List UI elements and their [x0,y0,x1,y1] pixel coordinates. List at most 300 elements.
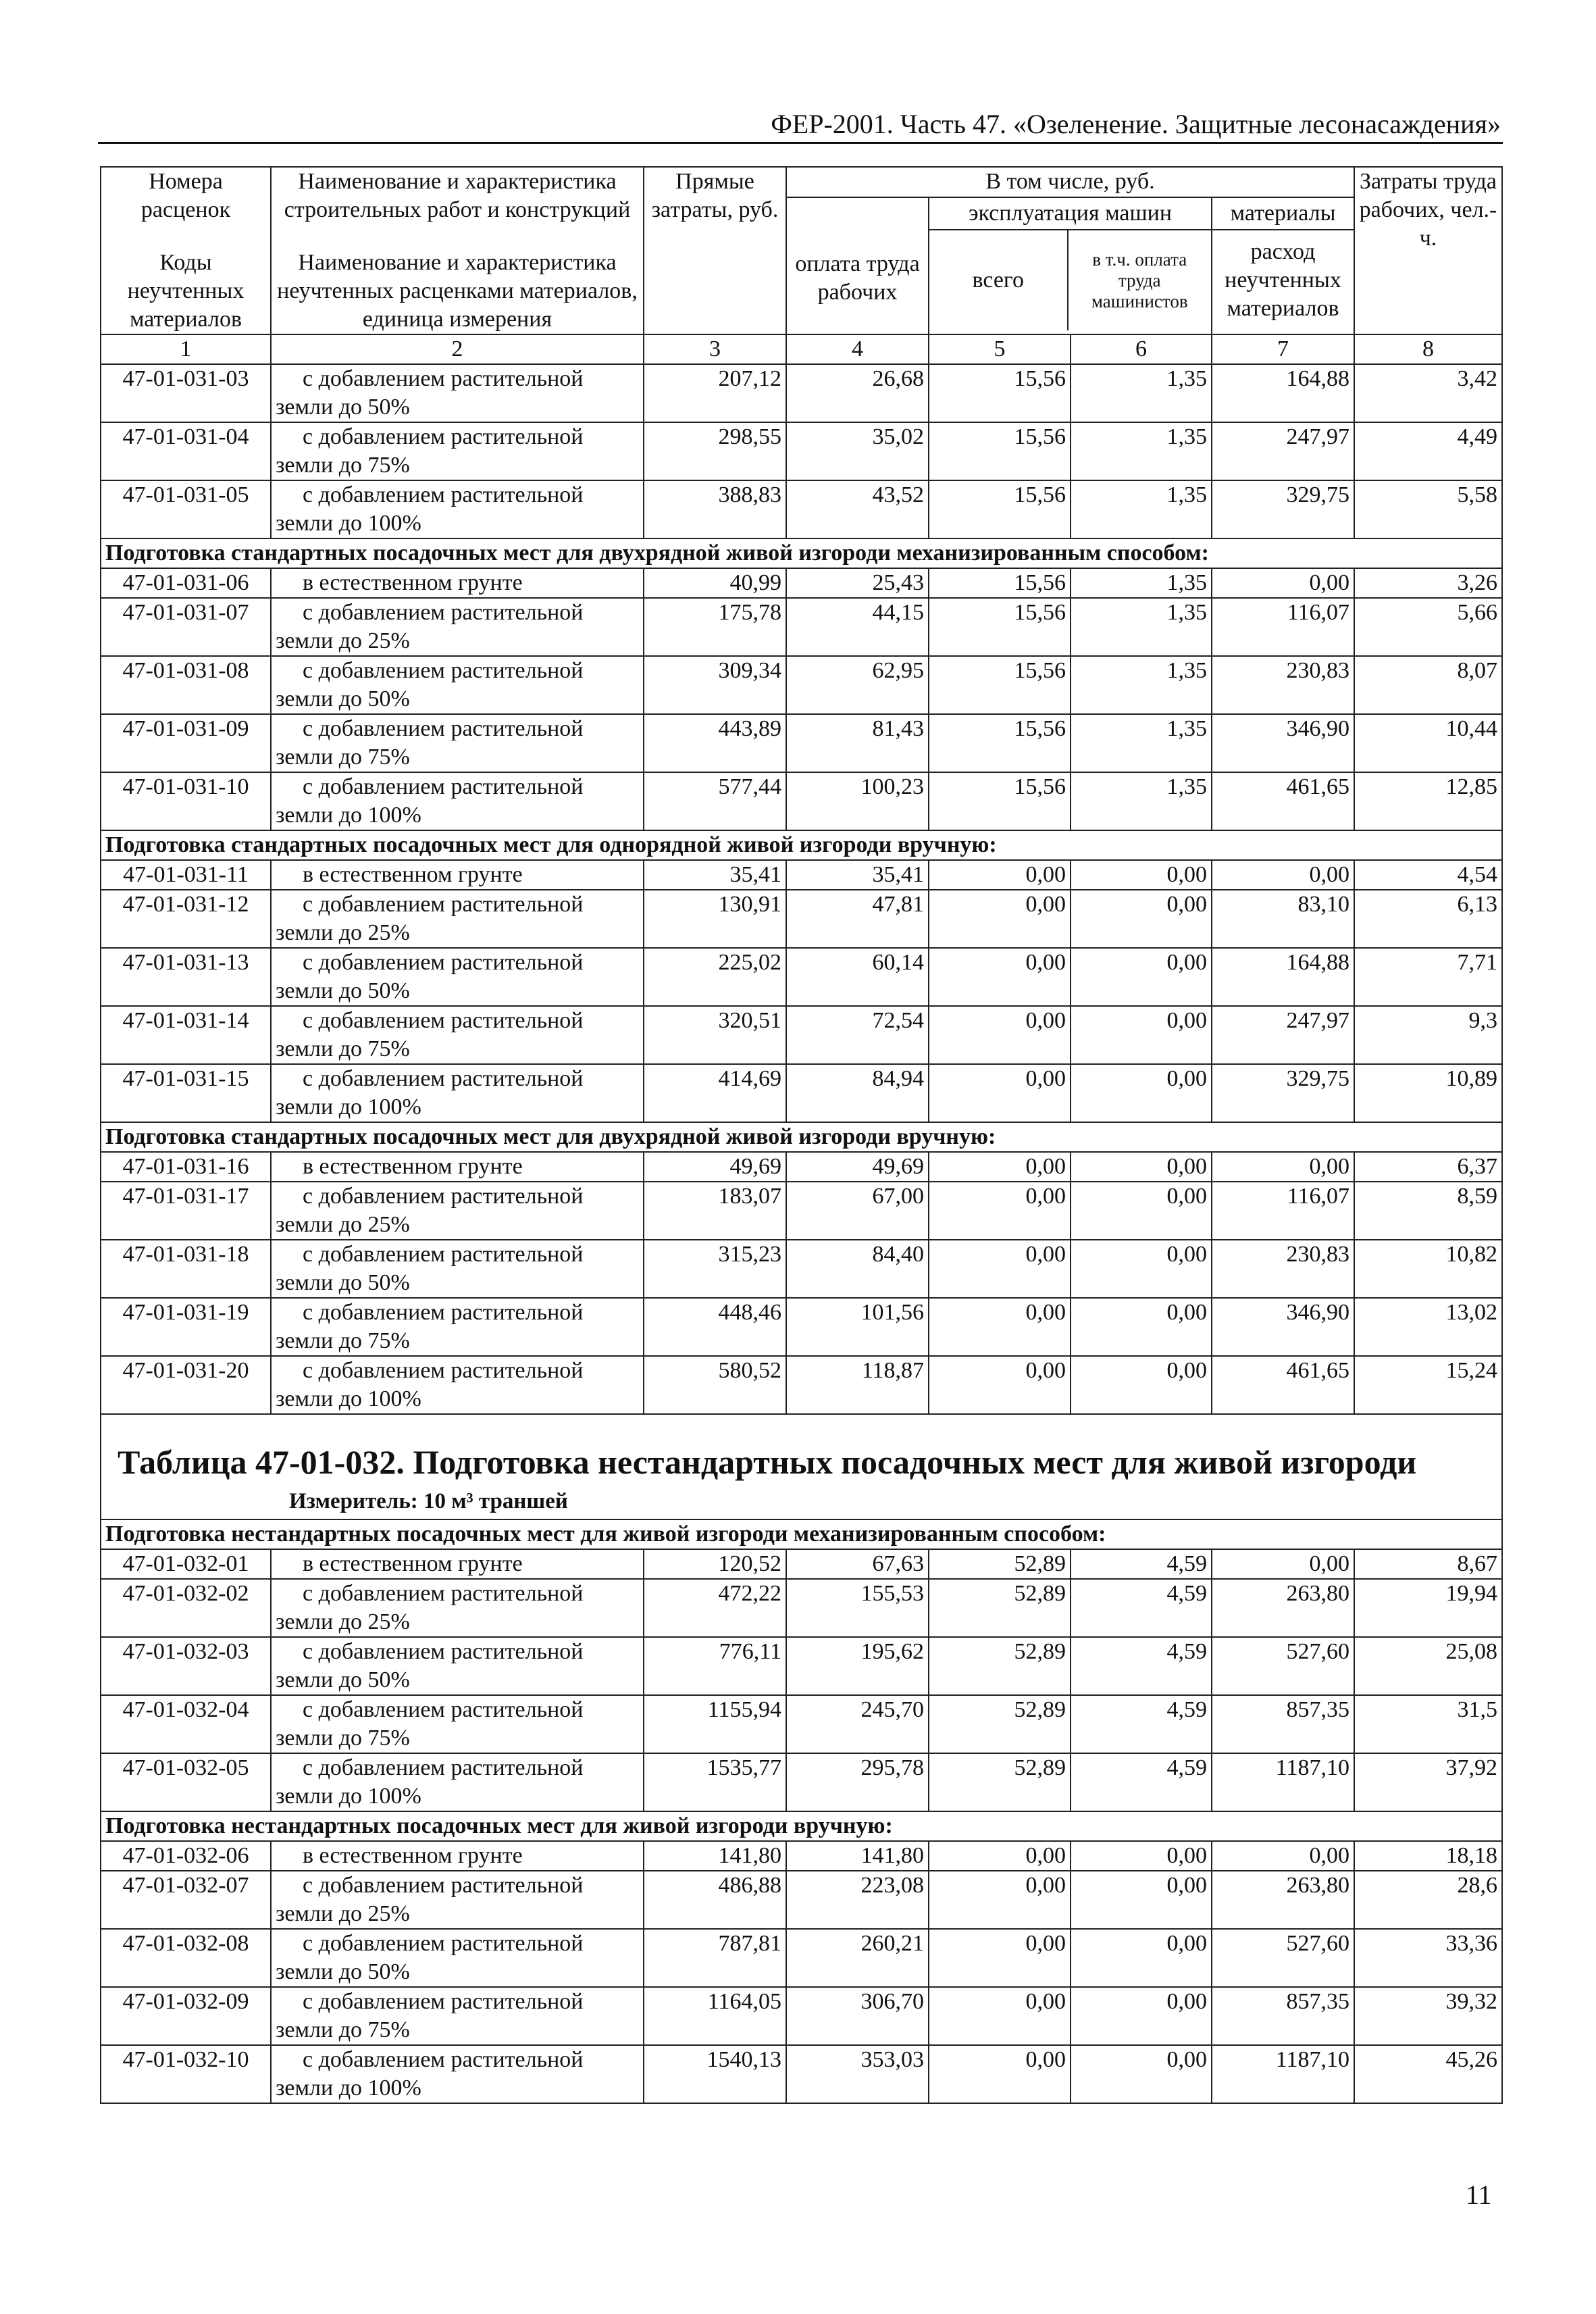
column-number: 4 [786,334,929,364]
direct-cost: 49,69 [644,1152,786,1182]
rate-code: 47-01-031-18 [101,1240,271,1298]
table-row [101,1871,1502,1929]
section-row [101,1519,1502,1549]
col-header-materials [1212,197,1354,334]
labor-pay: 101,56 [786,1298,929,1356]
header-rule [98,142,1503,144]
labor-pay: 260,21 [786,1929,929,1987]
machinist-pay: 0,00 [1071,948,1212,1006]
direct-cost: 175,78 [644,598,786,656]
rates-table [100,166,1503,2104]
rate-name [271,1695,644,1753]
labor-pay: 25,43 [786,568,929,598]
rate-code: 47-01-031-09 [101,714,271,772]
rate-name-line-1: с добавлением растительной [303,1581,584,1606]
rate-name-line-2: земли до 25% [276,628,410,653]
labor-hours: 8,59 [1354,1182,1502,1240]
labor-pay: 245,70 [786,1695,929,1753]
rate-code: 47-01-032-10 [101,2045,271,2103]
col-header-3: Прямые затраты, руб. [644,167,786,334]
rate-name-line-1: с добавлением растительной [303,424,584,449]
machinist-pay: 1,35 [1071,480,1212,538]
materials-cost: 230,83 [1212,1240,1354,1298]
rate-name-line-2: земли до 75% [276,745,410,770]
section-row [101,1811,1502,1841]
col-header-5: всего [929,230,1069,330]
rate-name [271,568,644,598]
rate-name-line-1: с добавлением растительной [303,1931,584,1956]
labor-pay: 223,08 [786,1871,929,1929]
rate-name-line-1: в естественном грунте [303,1154,523,1179]
rate-code: 47-01-031-12 [101,890,271,948]
table-row [101,1579,1502,1637]
col-header-codes [101,167,271,334]
section-row [101,538,1502,568]
rate-name-line-2: земли до 25% [276,1609,410,1634]
labor-hours: 8,67 [1354,1549,1502,1579]
rate-code: 47-01-031-06 [101,568,271,598]
rate-code: 47-01-032-08 [101,1929,271,1987]
rate-name [271,1871,644,1929]
column-number: 1 [101,334,271,364]
rate-name-line-2: земли до 75% [276,1036,410,1061]
col-header-8: Затраты труда рабочих, чел.-ч. [1354,167,1502,334]
rate-code: 47-01-031-17 [101,1182,271,1240]
labor-hours: 19,94 [1354,1579,1502,1637]
direct-cost: 207,12 [644,364,786,422]
labor-pay: 43,52 [786,480,929,538]
materials-cost: 329,75 [1212,480,1354,538]
machines-total: 15,56 [929,656,1071,714]
rate-name [271,1356,644,1414]
materials-cost: 247,97 [1212,422,1354,480]
rate-code: 47-01-032-05 [101,1753,271,1811]
direct-cost: 183,07 [644,1182,786,1240]
labor-pay: 84,94 [786,1064,929,1122]
rate-code: 47-01-031-19 [101,1298,271,1356]
section-title: Подготовка нестандартных посадочных мест для живой изгороди вручную: [101,1811,1502,1841]
machines-total: 0,00 [929,1298,1071,1356]
rate-name [271,422,644,480]
col-header-2b: Наименование и характеристика неучтенных расценками материалов, единица измерения [277,250,638,332]
col-header-machines-label: эксплуатация машин [929,198,1211,230]
direct-cost: 472,22 [644,1579,786,1637]
header-row-1 [101,167,1502,197]
machinist-pay: 0,00 [1071,1356,1212,1414]
machinist-pay: 0,00 [1071,1987,1212,2045]
rate-name-line-2: земли до 100% [276,1095,421,1120]
labor-hours: 7,71 [1354,948,1502,1006]
labor-pay: 67,63 [786,1549,929,1579]
column-number: 5 [929,334,1071,364]
materials-cost: 1187,10 [1212,1753,1354,1811]
direct-cost: 309,34 [644,656,786,714]
rate-code: 47-01-031-07 [101,598,271,656]
machines-total: 15,56 [929,714,1071,772]
materials-cost: 527,60 [1212,1929,1354,1987]
labor-hours: 5,58 [1354,480,1502,538]
document-body [100,166,1501,2104]
machinist-pay: 0,00 [1071,1298,1212,1356]
materials-cost: 346,90 [1212,1298,1354,1356]
machinist-pay: 4,59 [1071,1579,1212,1637]
direct-cost: 577,44 [644,772,786,830]
machinist-pay: 4,59 [1071,1549,1212,1579]
labor-pay: 84,40 [786,1240,929,1298]
machines-total: 52,89 [929,1637,1071,1695]
materials-cost: 83,10 [1212,890,1354,948]
rate-name [271,1064,644,1122]
labor-hours: 31,5 [1354,1695,1502,1753]
rate-name-line-1: с добавлением растительной [303,1066,584,1091]
materials-cost: 527,60 [1212,1637,1354,1695]
direct-cost: 448,46 [644,1298,786,1356]
rate-name-line-2: земли до 100% [276,511,421,536]
rate-name-line-1: с добавлением растительной [303,1639,584,1664]
labor-hours: 45,26 [1354,2045,1502,2103]
table-row [101,1064,1502,1122]
rate-name [271,1240,644,1298]
rate-name [271,948,644,1006]
rate-name-line-2: земли до 75% [276,1726,410,1751]
rate-name [271,1753,644,1811]
direct-cost: 414,69 [644,1064,786,1122]
direct-cost: 787,81 [644,1929,786,1987]
labor-hours: 12,85 [1354,772,1502,830]
rate-code: 47-01-031-13 [101,948,271,1006]
labor-pay: 62,95 [786,656,929,714]
table-2-unit: Измеритель: 10 м³ траншей [289,1489,568,1513]
page-header: ФЕР-2001. Часть 47. «Озеленение. Защитные лесонасаждения» [771,109,1501,139]
machines-total: 0,00 [929,1356,1071,1414]
section-row [101,830,1502,860]
machines-total: 0,00 [929,1064,1071,1122]
labor-pay: 72,54 [786,1006,929,1064]
column-number: 2 [271,334,644,364]
section-title: Подготовка стандартных посадочных мест для однорядной живой изгороди вручную: [101,830,1502,860]
table-row [101,860,1502,890]
labor-hours: 28,6 [1354,1871,1502,1929]
rate-code: 47-01-032-04 [101,1695,271,1753]
machines-total: 15,56 [929,364,1071,422]
rate-name-line-2: земли до 50% [276,686,410,711]
machinist-pay: 4,59 [1071,1753,1212,1811]
rate-name [271,598,644,656]
machinist-pay: 4,59 [1071,1695,1212,1753]
machines-total: 0,00 [929,1182,1071,1240]
direct-cost: 298,55 [644,422,786,480]
col-header-1a: Номера расценок [140,169,231,222]
table-row [101,714,1502,772]
rate-name [271,1182,644,1240]
rate-name-line-1: с добавлением растительной [303,366,584,391]
machines-total: 52,89 [929,1753,1071,1811]
rate-name-line-2: земли до 100% [276,1784,421,1809]
labor-pay: 67,00 [786,1182,929,1240]
materials-cost: 164,88 [1212,948,1354,1006]
materials-cost: 0,00 [1212,1152,1354,1182]
materials-cost: 346,90 [1212,714,1354,772]
labor-hours: 4,49 [1354,422,1502,480]
table-row [101,1753,1502,1811]
column-number: 6 [1071,334,1212,364]
rate-name [271,1637,644,1695]
machinist-pay: 1,35 [1071,772,1212,830]
col-header-group: В том числе, руб. [786,167,1354,197]
labor-hours: 3,26 [1354,568,1502,598]
machines-total: 52,89 [929,1549,1071,1579]
labor-hours: 25,08 [1354,1637,1502,1695]
rate-name [271,1006,644,1064]
labor-pay: 35,41 [786,860,929,890]
materials-cost: 116,07 [1212,598,1354,656]
materials-cost: 0,00 [1212,568,1354,598]
rate-name-line-1: с добавлением растительной [303,1989,584,2014]
rate-name-line-1: с добавлением растительной [303,950,584,975]
rate-name-line-1: с добавлением растительной [303,774,584,799]
machines-total: 0,00 [929,860,1071,890]
machinist-pay: 0,00 [1071,860,1212,890]
table-row [101,1637,1502,1695]
machinist-pay: 4,59 [1071,1637,1212,1695]
direct-cost: 130,91 [644,890,786,948]
rate-name-line-1: с добавлением растительной [303,1873,584,1898]
col-header-7: расход неучтенных материалов [1225,239,1341,322]
col-header-2a: Наименование и характеристика строительных работ и конструкций [284,169,631,222]
machines-total: 52,89 [929,1579,1071,1637]
table-row [101,772,1502,830]
labor-pay: 353,03 [786,2045,929,2103]
table-row [101,948,1502,1006]
rate-code: 47-01-031-11 [101,860,271,890]
labor-hours: 6,13 [1354,890,1502,948]
rate-code: 47-01-031-04 [101,422,271,480]
machines-total: 0,00 [929,948,1071,1006]
labor-pay: 26,68 [786,364,929,422]
machines-total: 0,00 [929,1006,1071,1064]
rate-name-line-1: в естественном грунте [303,1551,523,1576]
labor-pay: 47,81 [786,890,929,948]
rate-name-line-2: земли до 100% [276,803,421,828]
labor-pay: 118,87 [786,1356,929,1414]
labor-hours: 6,37 [1354,1152,1502,1182]
rate-name-line-2: земли до 75% [276,453,410,478]
table-row [101,422,1502,480]
col-header-materials-label: материалы [1212,198,1354,230]
rate-name-line-1: с добавлением растительной [303,1697,584,1722]
col-header-names [271,167,644,334]
table-row [101,598,1502,656]
labor-pay: 81,43 [786,714,929,772]
rate-code: 47-01-031-08 [101,656,271,714]
machinist-pay: 1,35 [1071,714,1212,772]
rate-code: 47-01-032-06 [101,1841,271,1871]
rate-code: 47-01-031-10 [101,772,271,830]
materials-cost: 116,07 [1212,1182,1354,1240]
labor-hours: 10,82 [1354,1240,1502,1298]
table-row [101,1298,1502,1356]
rate-name-line-2: земли до 25% [276,920,410,945]
rate-code: 47-01-031-16 [101,1152,271,1182]
rate-name [271,772,644,830]
rate-name-line-2: земли до 75% [276,1328,410,1353]
rate-name-line-1: с добавлением растительной [303,892,584,917]
labor-hours: 18,18 [1354,1841,1502,1871]
labor-pay: 155,53 [786,1579,929,1637]
materials-cost: 0,00 [1212,1841,1354,1871]
table-2-heading-row [101,1414,1502,1519]
labor-hours: 39,32 [1354,1987,1502,2045]
rate-name [271,860,644,890]
rate-name-line-1: с добавлением растительной [303,716,584,741]
machinist-pay: 0,00 [1071,1929,1212,1987]
table-row [101,890,1502,948]
rate-code: 47-01-032-02 [101,1579,271,1637]
labor-hours: 8,07 [1354,656,1502,714]
machinist-pay: 1,35 [1071,364,1212,422]
rate-code: 47-01-032-03 [101,1637,271,1695]
table-row [101,656,1502,714]
column-numbers-row [101,334,1502,364]
rate-name-line-2: земли до 50% [276,1270,410,1295]
rate-name-line-1: с добавлением растительной [303,600,584,625]
col-header-machines [929,197,1212,334]
rate-code: 47-01-031-15 [101,1064,271,1122]
machinist-pay: 0,00 [1071,1182,1212,1240]
labor-pay: 60,14 [786,948,929,1006]
rate-name-line-1: в естественном грунте [303,1843,523,1868]
rate-name [271,656,644,714]
direct-cost: 580,52 [644,1356,786,1414]
direct-cost: 120,52 [644,1549,786,1579]
machinist-pay: 0,00 [1071,1841,1212,1871]
section-title: Подготовка стандартных посадочных мест для двухрядной живой изгороди механизированным способом: [101,538,1502,568]
direct-cost: 486,88 [644,1871,786,1929]
rate-name [271,1841,644,1871]
direct-cost: 388,83 [644,480,786,538]
labor-hours: 4,54 [1354,860,1502,890]
rate-name-line-1: с добавлением растительной [303,1008,584,1033]
direct-cost: 776,11 [644,1637,786,1695]
labor-pay: 100,23 [786,772,929,830]
machinist-pay: 1,35 [1071,422,1212,480]
labor-hours: 10,89 [1354,1064,1502,1122]
materials-cost: 1187,10 [1212,2045,1354,2103]
machines-total: 0,00 [929,1871,1071,1929]
table-row [101,1987,1502,2045]
labor-pay: 44,15 [786,598,929,656]
machinist-pay: 1,35 [1071,568,1212,598]
rate-name-line-2: земли до 50% [276,978,410,1003]
col-header-6: в т.ч. оплата труда машинистов [1091,249,1188,311]
machines-total: 0,00 [929,1152,1071,1182]
rate-name [271,1152,644,1182]
machines-total: 0,00 [929,1240,1071,1298]
machinist-pay: 0,00 [1071,1064,1212,1122]
rate-name-line-1: с добавлением растительной [303,1300,584,1325]
machines-total: 52,89 [929,1695,1071,1753]
labor-hours: 10,44 [1354,714,1502,772]
rate-name [271,714,644,772]
machinist-pay: 0,00 [1071,1152,1212,1182]
direct-cost: 1155,94 [644,1695,786,1753]
direct-cost: 315,23 [644,1240,786,1298]
column-number: 3 [644,334,786,364]
materials-cost: 461,65 [1212,1356,1354,1414]
materials-cost: 230,83 [1212,656,1354,714]
machinist-pay: 0,00 [1071,2045,1212,2103]
machines-total: 0,00 [929,1929,1071,1987]
materials-cost: 857,35 [1212,1987,1354,2045]
table-row [101,568,1502,598]
table-row [101,2045,1502,2103]
labor-hours: 37,92 [1354,1753,1502,1811]
column-number: 7 [1212,334,1354,364]
rate-name [271,1929,644,1987]
machines-total: 0,00 [929,1841,1071,1871]
rate-name [271,1987,644,2045]
rate-code: 47-01-031-14 [101,1006,271,1064]
section-title: Подготовка стандартных посадочных мест для двухрядной живой изгороди вручную: [101,1122,1502,1152]
machines-total: 15,56 [929,598,1071,656]
labor-pay: 306,70 [786,1987,929,2045]
table-row [101,1182,1502,1240]
table-row [101,480,1502,538]
rate-name-line-2: земли до 50% [276,1667,410,1692]
rate-name [271,2045,644,2103]
column-number: 8 [1354,334,1502,364]
materials-cost: 857,35 [1212,1695,1354,1753]
rate-name [271,1579,644,1637]
direct-cost: 1540,13 [644,2045,786,2103]
direct-cost: 35,41 [644,860,786,890]
direct-cost: 320,51 [644,1006,786,1064]
table-row [101,1240,1502,1298]
table-row [101,1841,1502,1871]
machines-total: 0,00 [929,890,1071,948]
machinist-pay: 0,00 [1071,1240,1212,1298]
direct-cost: 40,99 [644,568,786,598]
rate-code: 47-01-031-03 [101,364,271,422]
machines-total: 15,56 [929,568,1071,598]
labor-pay: 49,69 [786,1152,929,1182]
rate-name-line-2: земли до 50% [276,1959,410,1984]
table-2-title: Таблица 47-01-032. Подготовка нестандартных посадочных мест для живой изгороди [118,1443,1417,1481]
labor-pay: 195,62 [786,1637,929,1695]
machines-total: 0,00 [929,2045,1071,2103]
table-row [101,1695,1502,1753]
rate-name-line-2: земли до 100% [276,2076,421,2101]
materials-cost: 0,00 [1212,860,1354,890]
table-row [101,1549,1502,1579]
direct-cost: 225,02 [644,948,786,1006]
machines-total: 0,00 [929,1987,1071,2045]
rate-name-line-1: с добавлением растительной [303,2047,584,2072]
rate-name-line-2: земли до 100% [276,1386,421,1411]
page-number: 11 [1466,2180,1492,2210]
machinist-pay: 1,35 [1071,656,1212,714]
table-row [101,1356,1502,1414]
rate-name [271,1298,644,1356]
materials-cost: 247,97 [1212,1006,1354,1064]
rate-name-line-1: с добавлением растительной [303,1242,584,1267]
materials-cost: 164,88 [1212,364,1354,422]
machinist-pay: 0,00 [1071,1006,1212,1064]
rate-code: 47-01-032-01 [101,1549,271,1579]
direct-cost: 1535,77 [644,1753,786,1811]
materials-cost: 263,80 [1212,1871,1354,1929]
section-title: Подготовка нестандартных посадочных мест для живой изгороди механизированным способом: [101,1519,1502,1549]
